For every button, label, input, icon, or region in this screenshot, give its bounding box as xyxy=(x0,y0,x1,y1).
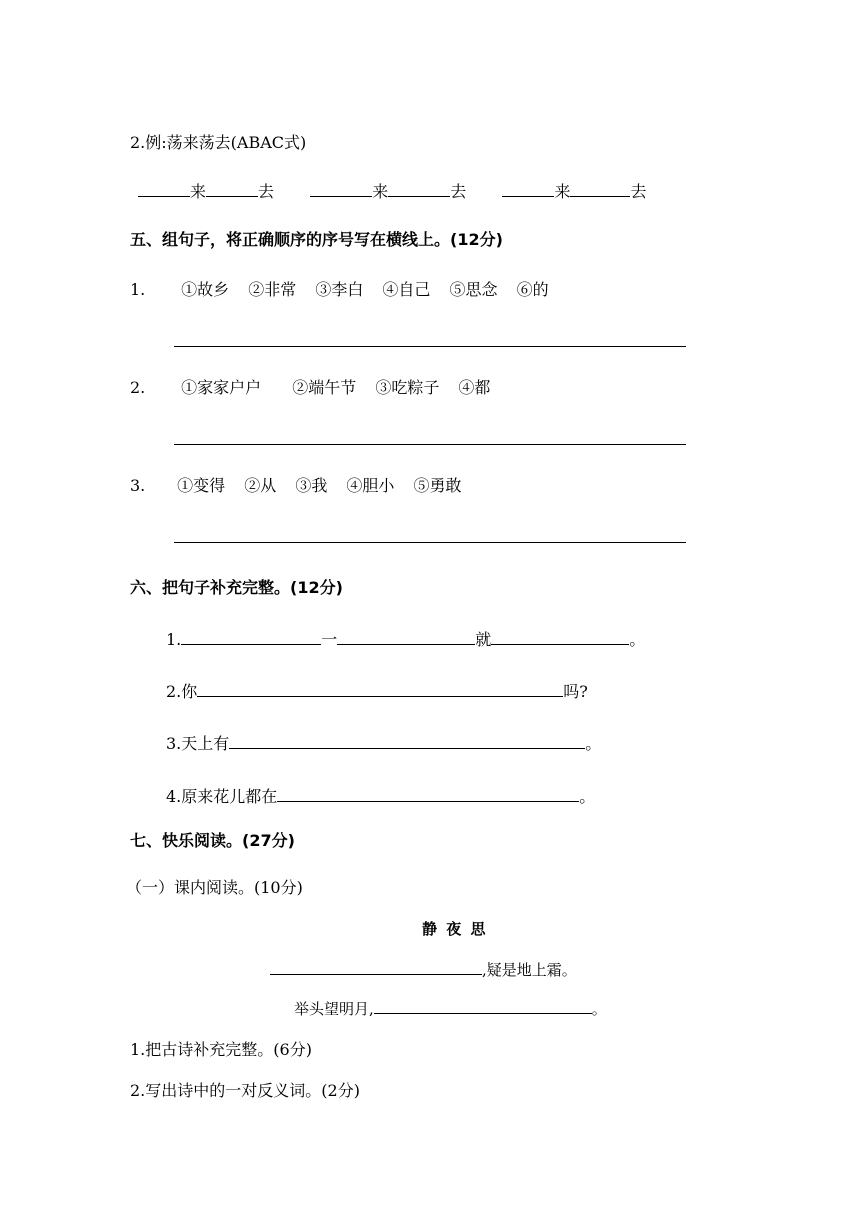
option: ②端午节 xyxy=(292,378,357,397)
sentence-blank[interactable] xyxy=(229,734,585,749)
sentence-end: 吗? xyxy=(563,682,588,701)
abac-mid: 来 xyxy=(554,182,571,201)
sentence-blank[interactable] xyxy=(277,787,579,802)
abac-example-label: 2.例:荡来荡去(ABAC式) xyxy=(130,133,307,152)
abac-blank[interactable] xyxy=(388,182,450,197)
sentence-blank[interactable] xyxy=(197,682,563,697)
abac-blank[interactable] xyxy=(502,182,554,197)
poem-text: 举头望明月, xyxy=(294,1000,374,1018)
abac-mid: 来 xyxy=(372,182,389,201)
sentence-prefix: 2.你 xyxy=(166,682,198,701)
section5-heading: 五、组句子，将正确顺序的序号写在横线上。(12分) xyxy=(130,230,503,249)
option: ④都 xyxy=(458,378,491,397)
abac-end: 去 xyxy=(450,182,467,201)
option: ③李白 xyxy=(315,280,364,299)
option: ①变得 xyxy=(177,476,226,495)
poem-blank[interactable] xyxy=(374,999,592,1014)
question-2: 2.写出诗中的一对反义词。(2分) xyxy=(130,1081,360,1100)
sentence-end: 。 xyxy=(579,787,596,806)
sentence-prefix: 4.原来花儿都在 xyxy=(166,787,278,806)
abac-blank[interactable] xyxy=(570,182,630,197)
sentence-prefix: 1. xyxy=(166,630,182,649)
sentence-end: 。 xyxy=(629,630,646,649)
question-1: 1.把古诗补充完整。(6分) xyxy=(130,1040,312,1059)
sentence-blank[interactable] xyxy=(491,630,629,645)
s6-sentence-2 xyxy=(166,682,588,702)
option: ①家家户户 xyxy=(181,378,262,397)
section6-heading: 六、把句子补充完整。(12分) xyxy=(130,578,343,597)
sentence-word: 就 xyxy=(475,630,492,649)
item-number: 1. xyxy=(130,280,146,299)
sentence-prefix: 3.天上有 xyxy=(166,734,230,753)
abac-end: 去 xyxy=(630,182,647,201)
option: ①故乡 xyxy=(181,280,230,299)
poem-text: ,疑是地上霜。 xyxy=(482,961,577,979)
option: ④胆小 xyxy=(346,476,395,495)
s5-item-1 xyxy=(130,280,563,300)
item-number: 2. xyxy=(130,378,146,397)
option: ②从 xyxy=(244,476,277,495)
item-number: 3. xyxy=(130,476,146,495)
option: ⑤勇敢 xyxy=(413,476,462,495)
abac-blank[interactable] xyxy=(310,182,372,197)
sentence-end: 。 xyxy=(585,734,602,753)
poem-title: 静 夜 思 xyxy=(422,920,488,938)
option: ②非常 xyxy=(248,280,297,299)
s6-sentence-1 xyxy=(166,630,645,650)
s5-item-3 xyxy=(130,476,476,496)
option: ④自己 xyxy=(382,280,431,299)
abac-blank[interactable] xyxy=(138,182,190,197)
option: ③吃粽子 xyxy=(375,378,440,397)
s5-item-2 xyxy=(130,378,504,398)
answer-line[interactable] xyxy=(174,542,686,543)
option: ⑥的 xyxy=(516,280,549,299)
abac-blank[interactable] xyxy=(206,182,258,197)
answer-line[interactable] xyxy=(174,346,686,347)
s6-sentence-3 xyxy=(166,734,601,754)
abac-answer-row xyxy=(138,182,646,202)
option: ③我 xyxy=(295,476,328,495)
abac-end: 去 xyxy=(258,182,275,201)
poem-line-1 xyxy=(270,960,577,980)
section7-subheading: （一）课内阅读。(10分) xyxy=(126,878,303,897)
answer-line[interactable] xyxy=(174,444,686,445)
sentence-word: 一 xyxy=(321,630,338,649)
sentence-blank[interactable] xyxy=(181,630,321,645)
abac-mid: 来 xyxy=(190,182,207,201)
sentence-blank[interactable] xyxy=(337,630,475,645)
s6-sentence-4 xyxy=(166,787,595,807)
section7-heading: 七、快乐阅读。(27分) xyxy=(130,831,295,850)
poem-blank[interactable] xyxy=(270,960,482,975)
poem-text: 。 xyxy=(591,1000,607,1018)
poem-line-2 xyxy=(294,999,607,1019)
option: ⑤思念 xyxy=(449,280,498,299)
